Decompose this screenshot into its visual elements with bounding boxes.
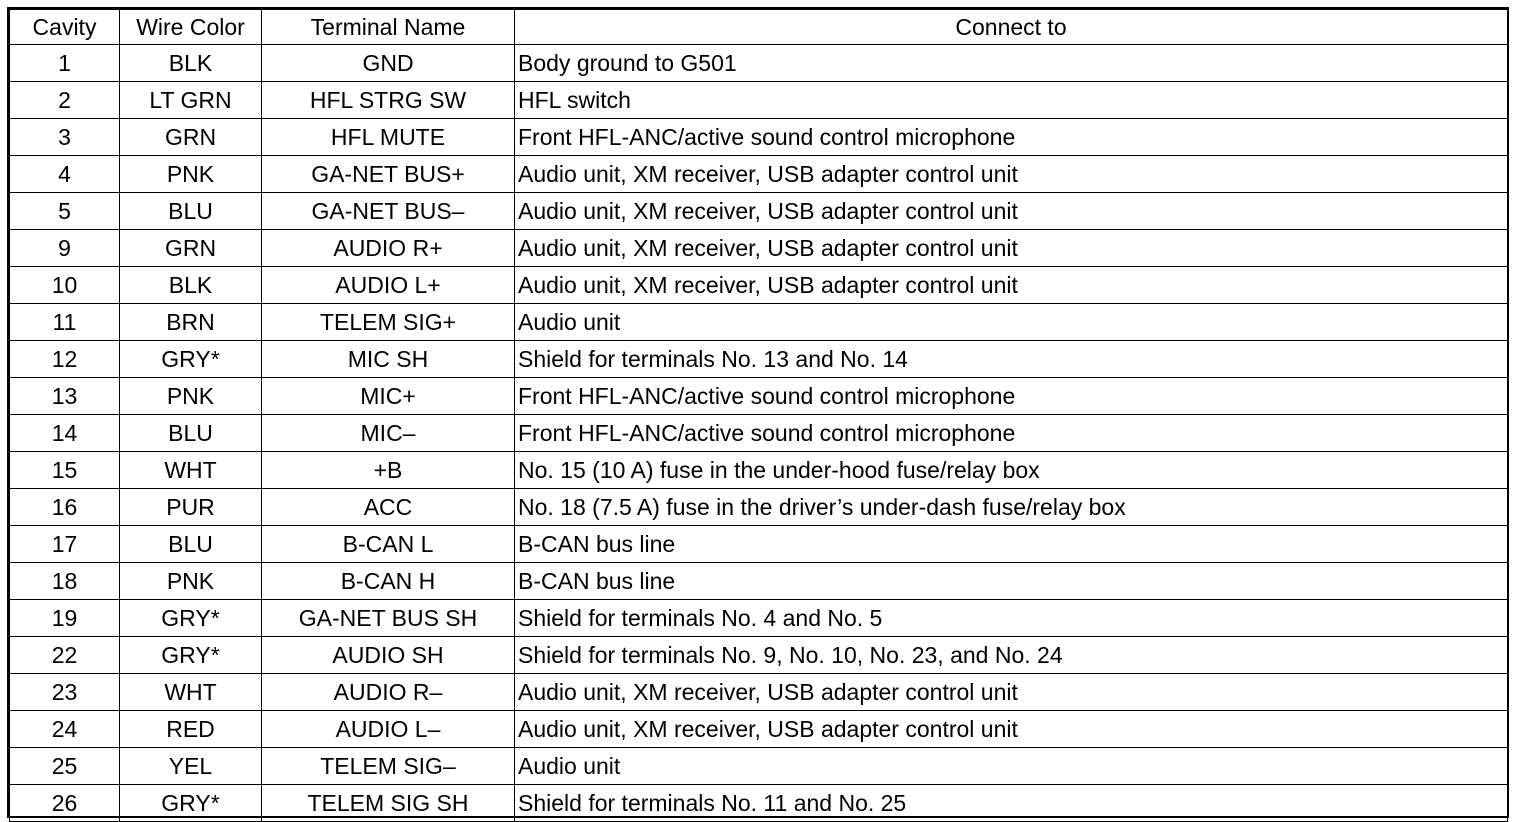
header-row — [10, 10, 1508, 45]
table-row — [10, 637, 1508, 674]
cell-cavity: 26 — [10, 785, 120, 822]
cell-connect-to: Audio unit, XM receiver, USB adapter control unit — [515, 711, 1508, 748]
cell-wire-color: GRY* — [120, 785, 262, 822]
cell-cavity: 15 — [10, 452, 120, 489]
cell-wire-color: BRN — [120, 304, 262, 341]
cell-terminal-name: TELEM SIG– — [262, 748, 515, 785]
cell-connect-to: No. 15 (10 A) fuse in the under-hood fuse/relay box — [515, 452, 1508, 489]
header-connect-to: Connect to — [515, 10, 1508, 45]
table-row — [10, 156, 1508, 193]
cell-wire-color: BLU — [120, 193, 262, 230]
table-row — [10, 82, 1508, 119]
table-row — [10, 230, 1508, 267]
cell-terminal-name: AUDIO L+ — [262, 267, 515, 304]
cell-wire-color: GRY* — [120, 600, 262, 637]
header-cavity: Cavity — [10, 10, 120, 45]
cell-wire-color: PNK — [120, 563, 262, 600]
cell-terminal-name: MIC SH — [262, 341, 515, 378]
cell-cavity: 13 — [10, 378, 120, 415]
cell-terminal-name: GND — [262, 45, 515, 82]
cell-wire-color: BLU — [120, 415, 262, 452]
cell-terminal-name: ACC — [262, 489, 515, 526]
cell-wire-color: PNK — [120, 156, 262, 193]
cell-connect-to: Audio unit, XM receiver, USB adapter control unit — [515, 230, 1508, 267]
cell-cavity: 25 — [10, 748, 120, 785]
cell-wire-color: YEL — [120, 748, 262, 785]
cell-connect-to: Body ground to G501 — [515, 45, 1508, 82]
cell-cavity: 12 — [10, 341, 120, 378]
table-row — [10, 45, 1508, 82]
cell-cavity: 18 — [10, 563, 120, 600]
cell-connect-to: Front HFL-ANC/active sound control microphone — [515, 415, 1508, 452]
header-wire-color: Wire Color — [120, 10, 262, 45]
cell-terminal-name: TELEM SIG SH — [262, 785, 515, 822]
table-row — [10, 489, 1508, 526]
cell-terminal-name: GA-NET BUS SH — [262, 600, 515, 637]
table-row — [10, 304, 1508, 341]
cell-wire-color: GRY* — [120, 341, 262, 378]
table-row — [10, 193, 1508, 230]
table-row — [10, 748, 1508, 785]
cell-wire-color: BLU — [120, 526, 262, 563]
cell-terminal-name: GA-NET BUS– — [262, 193, 515, 230]
cell-wire-color: GRN — [120, 230, 262, 267]
cell-cavity: 1 — [10, 45, 120, 82]
cell-connect-to: B-CAN bus line — [515, 563, 1508, 600]
cell-wire-color: PUR — [120, 489, 262, 526]
connector-pinout-table — [9, 9, 1508, 822]
cell-connect-to: B-CAN bus line — [515, 526, 1508, 563]
cell-terminal-name: AUDIO R– — [262, 674, 515, 711]
cell-wire-color: BLK — [120, 267, 262, 304]
cell-wire-color: RED — [120, 711, 262, 748]
cell-terminal-name: MIC– — [262, 415, 515, 452]
cell-connect-to: Shield for terminals No. 11 and No. 25 — [515, 785, 1508, 822]
table-row — [10, 452, 1508, 489]
table-row — [10, 600, 1508, 637]
cell-terminal-name: TELEM SIG+ — [262, 304, 515, 341]
table-body — [10, 45, 1508, 822]
cell-cavity: 5 — [10, 193, 120, 230]
cell-terminal-name: HFL MUTE — [262, 119, 515, 156]
cell-cavity: 2 — [10, 82, 120, 119]
cell-cavity: 22 — [10, 637, 120, 674]
cell-wire-color: GRY* — [120, 637, 262, 674]
cell-terminal-name: HFL STRG SW — [262, 82, 515, 119]
table-row — [10, 674, 1508, 711]
cell-cavity: 14 — [10, 415, 120, 452]
table-row — [10, 415, 1508, 452]
cell-terminal-name: AUDIO SH — [262, 637, 515, 674]
cell-connect-to: HFL switch — [515, 82, 1508, 119]
cell-connect-to: Audio unit, XM receiver, USB adapter control unit — [515, 674, 1508, 711]
table-row — [10, 563, 1508, 600]
header-terminal-name: Terminal Name — [262, 10, 515, 45]
cell-wire-color: WHT — [120, 674, 262, 711]
cell-connect-to: Audio unit, XM receiver, USB adapter control unit — [515, 156, 1508, 193]
connector-table-frame — [7, 7, 1509, 818]
cell-terminal-name: AUDIO R+ — [262, 230, 515, 267]
cell-cavity: 11 — [10, 304, 120, 341]
cell-wire-color: GRN — [120, 119, 262, 156]
cell-cavity: 16 — [10, 489, 120, 526]
cell-connect-to: No. 18 (7.5 A) fuse in the driver’s under-dash fuse/relay box — [515, 489, 1508, 526]
cell-terminal-name: MIC+ — [262, 378, 515, 415]
cell-connect-to: Audio unit — [515, 304, 1508, 341]
cell-cavity: 19 — [10, 600, 120, 637]
table-row — [10, 526, 1508, 563]
cell-connect-to: Audio unit, XM receiver, USB adapter control unit — [515, 267, 1508, 304]
cell-terminal-name: B-CAN L — [262, 526, 515, 563]
cell-cavity: 9 — [10, 230, 120, 267]
table-header — [10, 10, 1508, 45]
cell-cavity: 23 — [10, 674, 120, 711]
cell-connect-to: Shield for terminals No. 9, No. 10, No. 23, and No. 24 — [515, 637, 1508, 674]
cell-connect-to: Shield for terminals No. 13 and No. 14 — [515, 341, 1508, 378]
table-row — [10, 341, 1508, 378]
cell-connect-to: Shield for terminals No. 4 and No. 5 — [515, 600, 1508, 637]
cell-wire-color: PNK — [120, 378, 262, 415]
cell-cavity: 10 — [10, 267, 120, 304]
cell-wire-color: LT GRN — [120, 82, 262, 119]
table-row — [10, 119, 1508, 156]
cell-terminal-name: AUDIO L– — [262, 711, 515, 748]
cell-cavity: 3 — [10, 119, 120, 156]
cell-connect-to: Audio unit, XM receiver, USB adapter control unit — [515, 193, 1508, 230]
cell-connect-to: Front HFL-ANC/active sound control microphone — [515, 119, 1508, 156]
cell-cavity: 17 — [10, 526, 120, 563]
cell-terminal-name: B-CAN H — [262, 563, 515, 600]
table-row — [10, 785, 1508, 822]
table-row — [10, 711, 1508, 748]
cell-cavity: 4 — [10, 156, 120, 193]
cell-wire-color: WHT — [120, 452, 262, 489]
cell-terminal-name: GA-NET BUS+ — [262, 156, 515, 193]
cell-connect-to: Front HFL-ANC/active sound control microphone — [515, 378, 1508, 415]
cell-wire-color: BLK — [120, 45, 262, 82]
table-row — [10, 378, 1508, 415]
cell-terminal-name: +B — [262, 452, 515, 489]
table-row — [10, 267, 1508, 304]
cell-cavity: 24 — [10, 711, 120, 748]
cell-connect-to: Audio unit — [515, 748, 1508, 785]
